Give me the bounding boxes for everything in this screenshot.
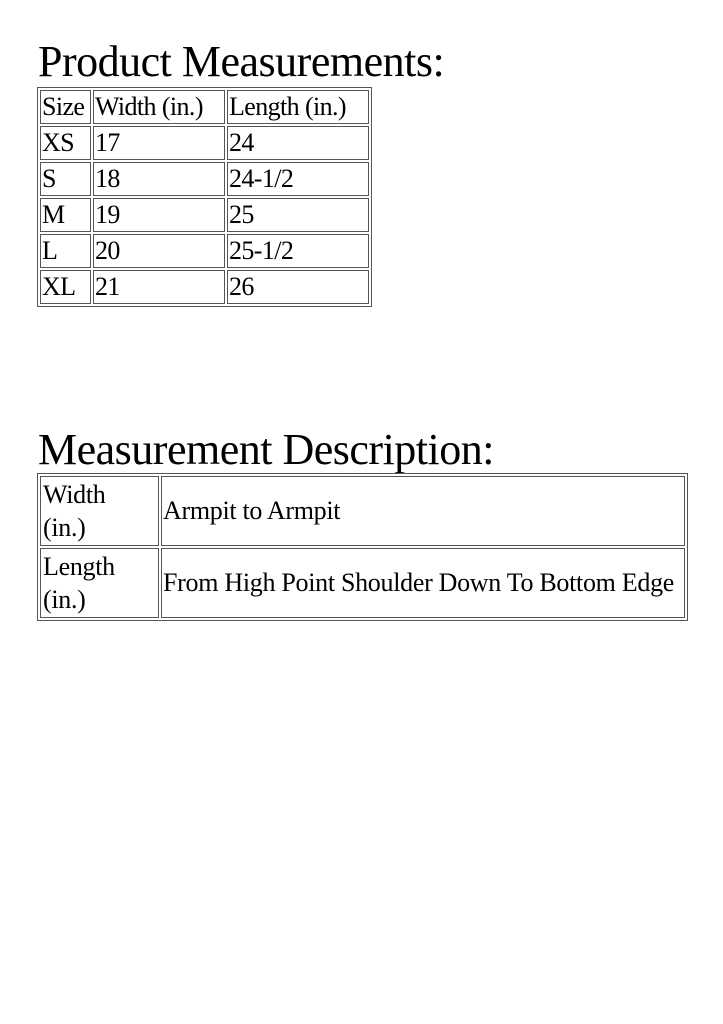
width-cell: 19 [93,198,225,232]
length-cell: 24-1/2 [227,162,369,196]
header-length: Length (in.) [227,90,369,124]
header-size: Size [40,90,91,124]
length-cell: 24 [227,126,369,160]
term-line: Width [43,480,106,509]
width-cell: 20 [93,234,225,268]
term-unit: (in.) [43,513,86,542]
measurement-description-title: Measurement Description: [38,425,494,474]
term-unit: (in.) [43,585,86,614]
description-cell: Armpit to Armpit [161,476,685,546]
table-header-row [40,90,369,124]
description-cell: From High Point Shoulder Down To Bottom Edge [161,548,685,618]
table-row [40,126,369,160]
table-row [40,548,685,618]
table-row [40,198,369,232]
product-measurements-title: Product Measurements: [38,37,445,86]
width-cell: 18 [93,162,225,196]
product-measurements-table [37,87,372,307]
measurement-description-table [37,473,688,621]
table-row [40,476,685,546]
term-line: Length [43,552,115,581]
length-cell: 25-1/2 [227,234,369,268]
length-cell: 26 [227,270,369,304]
header-width: Width (in.) [93,90,225,124]
term-cell [40,548,159,618]
table-row [40,162,369,196]
table-row [40,234,369,268]
table-row [40,270,369,304]
width-cell: 17 [93,126,225,160]
width-cell: 21 [93,270,225,304]
size-cell: XS [40,126,91,160]
size-cell: XL [40,270,91,304]
size-cell: L [40,234,91,268]
size-cell: S [40,162,91,196]
size-cell: M [40,198,91,232]
length-cell: 25 [227,198,369,232]
term-cell [40,476,159,546]
